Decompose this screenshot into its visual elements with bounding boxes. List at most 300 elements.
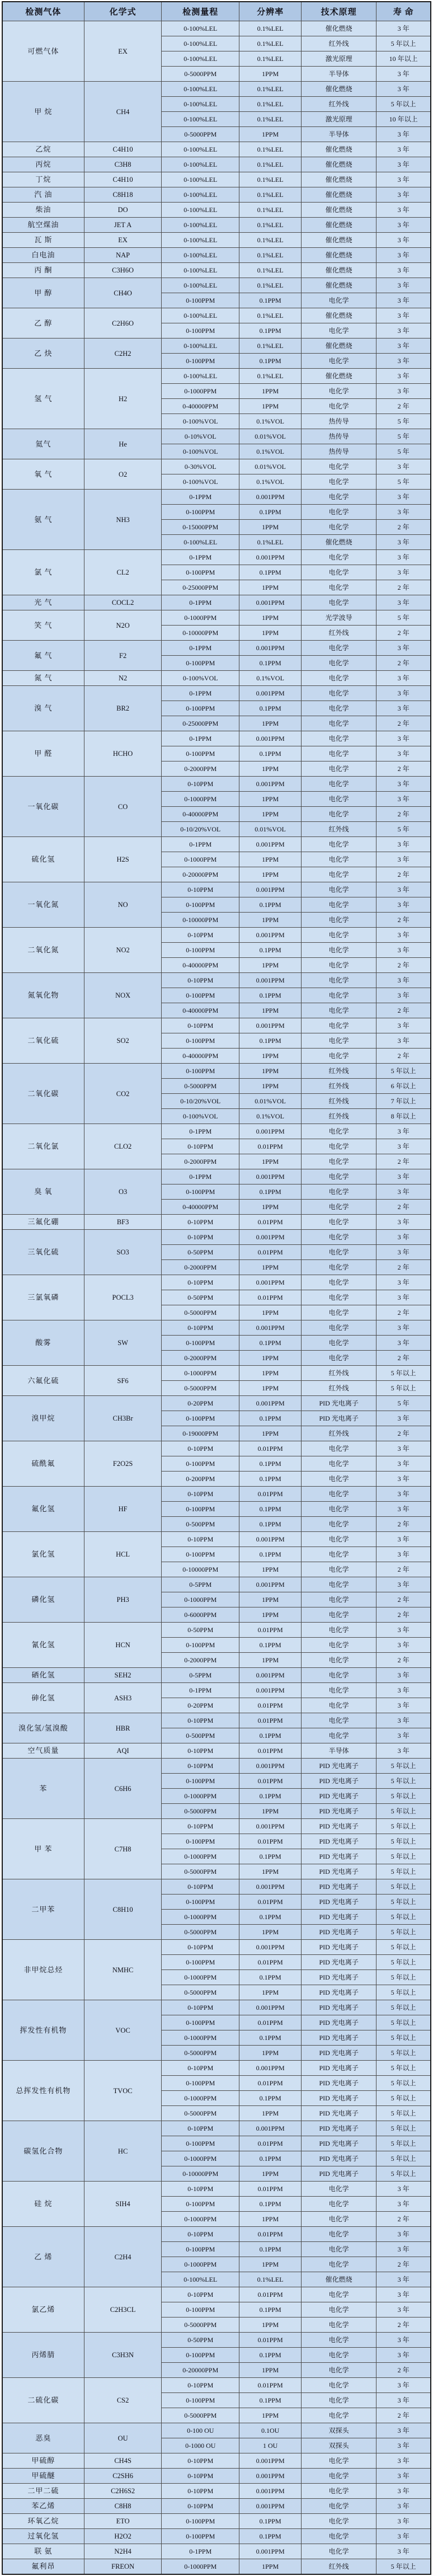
table-row xyxy=(2,278,431,293)
resolution-cell: 0.1PPM xyxy=(239,2514,302,2529)
resolution-cell: 0.1%LEL xyxy=(239,339,302,354)
gas-name-cell: 白电油 xyxy=(2,248,84,263)
gas-name-cell: 氯 气 xyxy=(2,550,84,595)
formula-cell: C2H4 xyxy=(84,2227,162,2287)
range-cell: 0-10PPM xyxy=(162,2061,239,2076)
range-cell: 0-100PPM xyxy=(162,354,239,369)
principle-cell: 催化燃烧 xyxy=(302,157,376,172)
formula-cell: NH3 xyxy=(84,490,162,550)
lifespan-cell: 3 年 xyxy=(376,278,431,293)
gas-name-cell: 挥发性有机物 xyxy=(2,2000,84,2061)
range-cell: 0-1PPM xyxy=(162,641,239,656)
principle-cell: 电化学 xyxy=(302,792,376,807)
principle-cell: 电化学 xyxy=(302,1472,376,1487)
gas-name-cell: 丙 酮 xyxy=(2,263,84,278)
range-cell: 0-100%LEL xyxy=(162,535,239,550)
lifespan-cell: 5 年 xyxy=(376,474,431,490)
gas-name-cell: 二氧化碳 xyxy=(2,1064,84,1124)
formula-cell: JET A xyxy=(84,218,162,233)
range-cell: 0-100%LEL xyxy=(162,339,239,354)
resolution-cell: 1PPM xyxy=(239,1260,302,1275)
table-row xyxy=(2,671,431,686)
lifespan-cell: 3 年 xyxy=(376,1320,431,1336)
range-cell: 0-50PPM xyxy=(162,1245,239,1260)
lifespan-cell: 5 年以上 xyxy=(376,1064,431,1079)
table-row xyxy=(2,641,431,656)
principle-cell: 电化学 xyxy=(302,1713,376,1728)
table-row xyxy=(2,142,431,157)
range-cell: 0-5PPM xyxy=(162,1577,239,1592)
resolution-cell: 1PPM xyxy=(239,807,302,822)
principle-cell: 催化燃烧 xyxy=(302,278,376,293)
range-cell: 0-10/20%VOL xyxy=(162,1094,239,1109)
range-cell: 0-10PPM xyxy=(162,2484,239,2499)
principle-cell: 电化学 xyxy=(302,1320,376,1336)
principle-cell: 电化学 xyxy=(302,1018,376,1033)
table-row xyxy=(2,2514,431,2529)
principle-cell: 催化燃烧 xyxy=(302,21,376,36)
principle-cell: 电化学 xyxy=(302,2529,376,2544)
principle-cell: 电化学 xyxy=(302,1623,376,1638)
lifespan-cell: 2 年 xyxy=(376,2318,431,2333)
formula-cell: DO xyxy=(84,203,162,218)
range-cell: 0-1PPM xyxy=(162,837,239,852)
formula-cell: SO2 xyxy=(84,1018,162,1064)
lifespan-cell: 5 年以上 xyxy=(376,1910,431,1925)
resolution-cell: 0.1%LEL xyxy=(239,233,302,248)
principle-cell: 电化学 xyxy=(302,2227,376,2242)
range-cell: 0-100%LEL xyxy=(162,218,239,233)
principle-cell: PID 光电离子 xyxy=(302,1819,376,1834)
table-row xyxy=(2,2453,431,2469)
lifespan-cell: 5 年以上 xyxy=(376,1759,431,1774)
principle-cell: PID 光电离子 xyxy=(302,2000,376,2015)
principle-cell: 电化学 xyxy=(302,1517,376,1532)
resolution-cell: 0.001PPM xyxy=(239,1275,302,1290)
principle-cell: 催化燃烧 xyxy=(302,263,376,278)
principle-cell: PID 光电离子 xyxy=(302,1879,376,1895)
range-cell: 0-1PPM xyxy=(162,550,239,565)
gas-name-cell: 丙烯腈 xyxy=(2,2333,84,2378)
range-cell: 0-1PPM xyxy=(162,1124,239,1139)
principle-cell: 电化学 xyxy=(302,2242,376,2257)
lifespan-cell: 5 年以上 xyxy=(376,1774,431,1789)
resolution-cell: 1 OU xyxy=(239,2438,302,2453)
gas-name-cell: 总挥发性有机物 xyxy=(2,2061,84,2121)
range-cell: 0-1000PPM xyxy=(162,2151,239,2166)
lifespan-cell: 2 年 xyxy=(376,2363,431,2378)
gas-name-cell: 酸雾 xyxy=(2,1320,84,1366)
lifespan-cell: 2 年 xyxy=(376,656,431,671)
range-cell: 0-10PPM xyxy=(162,1441,239,1456)
principle-cell: 电化学 xyxy=(302,1653,376,1668)
lifespan-cell: 3 年 xyxy=(376,2438,431,2453)
resolution-cell: 0.1PPM xyxy=(239,1472,302,1487)
formula-cell: OU xyxy=(84,2423,162,2453)
lifespan-cell: 3 年 xyxy=(376,641,431,656)
formula-cell: SIH4 xyxy=(84,2182,162,2227)
table-row xyxy=(2,1940,431,1955)
principle-cell: 双探头 xyxy=(302,2438,376,2453)
resolution-cell: 1PPM xyxy=(239,1366,302,1381)
gas-name-cell: 硫酰氟 xyxy=(2,1441,84,1487)
table-row xyxy=(2,203,431,218)
lifespan-cell: 3 年 xyxy=(376,1683,431,1698)
resolution-cell: 0.1%VOL xyxy=(239,444,302,459)
lifespan-cell: 2 年 xyxy=(376,1607,431,1623)
lifespan-cell: 3 年 xyxy=(376,2499,431,2514)
principle-cell: 电化学 xyxy=(302,2544,376,2559)
resolution-cell: 1PPM xyxy=(239,2212,302,2227)
lifespan-cell: 3 年 xyxy=(376,746,431,761)
range-cell: 0-10000PPM xyxy=(162,913,239,928)
gas-name-cell: 甲硫醚 xyxy=(2,2469,84,2484)
range-cell: 0-1000PPM xyxy=(162,1849,239,1864)
range-cell: 0-100%LEL xyxy=(162,263,239,278)
resolution-cell: 0.001PPM xyxy=(239,1396,302,1411)
formula-cell: PH3 xyxy=(84,1577,162,1623)
table-row xyxy=(2,1759,431,1774)
principle-cell: 电化学 xyxy=(302,1668,376,1683)
principle-cell: 电化学 xyxy=(302,384,376,399)
principle-cell: 红外线 xyxy=(302,1079,376,1094)
lifespan-cell: 3 年 xyxy=(376,384,431,399)
resolution-cell: 0.001PPM xyxy=(239,1940,302,1955)
principle-cell: 催化燃烧 xyxy=(302,142,376,157)
range-cell: 0-10/20%VOL xyxy=(162,822,239,837)
table-row xyxy=(2,2000,431,2015)
range-cell: 0-1000PPM xyxy=(162,610,239,626)
lifespan-cell: 3 年 xyxy=(376,1668,431,1683)
formula-cell: HC xyxy=(84,2121,162,2182)
range-cell: 0-100PPM xyxy=(162,2348,239,2363)
lifespan-cell: 2 年 xyxy=(376,1154,431,1169)
gas-name-cell: 二氧化氯 xyxy=(2,1124,84,1169)
lifespan-cell: 3 年 xyxy=(376,1018,431,1033)
range-cell: 0-100PPM xyxy=(162,1184,239,1200)
range-cell: 0-10PPM xyxy=(162,2182,239,2197)
resolution-cell: 1PPM xyxy=(239,2363,302,2378)
range-cell: 0-10PPM xyxy=(162,1759,239,1774)
resolution-cell: 0.001PPM xyxy=(239,1759,302,1774)
gas-name-cell: 一氧化碳 xyxy=(2,777,84,837)
range-cell: 0-10PPM xyxy=(162,1879,239,1895)
gas-name-cell: 乙 烯 xyxy=(2,2227,84,2287)
range-cell: 0-100PPM xyxy=(162,943,239,958)
lifespan-cell: 3 年 xyxy=(376,1169,431,1184)
formula-cell: F2 xyxy=(84,641,162,671)
range-cell: 0-100PPM xyxy=(162,656,239,671)
principle-cell: 电化学 xyxy=(302,641,376,656)
resolution-cell: 0.1PPM xyxy=(239,656,302,671)
gas-name-cell: 氮氧化物 xyxy=(2,973,84,1018)
lifespan-cell: 2 年 xyxy=(376,1305,431,1320)
range-cell: 0-10PPM xyxy=(162,973,239,988)
resolution-cell: 0.001PPM xyxy=(239,595,302,610)
gas-name-cell: 瓦 斯 xyxy=(2,233,84,248)
resolution-cell: 1PPM xyxy=(239,127,302,142)
lifespan-cell: 3 年 xyxy=(376,2469,431,2484)
resolution-cell: 1PPM xyxy=(239,2106,302,2121)
resolution-cell: 1PPM xyxy=(239,1003,302,1018)
range-cell: 0-100%LEL xyxy=(162,172,239,187)
resolution-cell: 1PPM xyxy=(239,2408,302,2423)
lifespan-cell: 5 年 xyxy=(376,429,431,444)
formula-cell: TVOC xyxy=(84,2061,162,2121)
lifespan-cell: 5 年以上 xyxy=(376,1819,431,1834)
gas-name-cell: 一氧化氮 xyxy=(2,882,84,928)
principle-cell: PID 光电离子 xyxy=(302,2121,376,2136)
resolution-cell: 1PPM xyxy=(239,792,302,807)
table-row xyxy=(2,157,431,172)
gas-table-body xyxy=(2,21,431,2575)
range-cell: 0-40000PPM xyxy=(162,1003,239,1018)
lifespan-cell: 3 年 xyxy=(376,1638,431,1653)
lifespan-cell: 3 年 xyxy=(376,1456,431,1472)
table-row xyxy=(2,1532,431,1547)
lifespan-cell: 5 年以上 xyxy=(376,1985,431,2000)
table-row xyxy=(2,1169,431,1184)
table-row xyxy=(2,2529,431,2544)
lifespan-cell: 5 年以上 xyxy=(376,2559,431,2575)
lifespan-cell: 3 年 xyxy=(376,1411,431,1426)
lifespan-cell: 5 年以上 xyxy=(376,1804,431,1819)
lifespan-cell: 5 年 xyxy=(376,610,431,626)
principle-cell: 红外线 xyxy=(302,1381,376,1396)
gas-name-cell: 丁烷 xyxy=(2,172,84,187)
formula-cell: F2O2S xyxy=(84,1441,162,1487)
resolution-cell: 1PPM xyxy=(239,1381,302,1396)
principle-cell: 红外线 xyxy=(302,1426,376,1441)
lifespan-cell: 3 年 xyxy=(376,2453,431,2469)
principle-cell: 电化学 xyxy=(302,2302,376,2318)
principle-cell: 电化学 xyxy=(302,1456,376,1472)
resolution-cell: 0.01PPM xyxy=(239,1743,302,1759)
lifespan-cell: 3 年 xyxy=(376,1472,431,1487)
principle-cell: 电化学 xyxy=(302,505,376,520)
principle-cell: 电化学 xyxy=(302,1562,376,1577)
principle-cell: 光学波导 xyxy=(302,610,376,626)
lifespan-cell: 3 年 xyxy=(376,928,431,943)
lifespan-cell: 3 年 xyxy=(376,565,431,580)
resolution-cell: 0.001PPM xyxy=(239,2544,302,2559)
principle-cell: 电化学 xyxy=(302,1592,376,1607)
resolution-cell: 0.001PPM xyxy=(239,1230,302,1245)
lifespan-cell: 5 年以上 xyxy=(376,2121,431,2136)
lifespan-cell: 5 年以上 xyxy=(376,1895,431,1910)
resolution-cell: 0.01%VOL xyxy=(239,1094,302,1109)
principle-cell: 电化学 xyxy=(302,686,376,701)
resolution-cell: 0.001PPM xyxy=(239,490,302,505)
lifespan-cell: 2 年 xyxy=(376,1003,431,1018)
resolution-cell: 0.01PPM xyxy=(239,1487,302,1502)
formula-cell: N2O xyxy=(84,610,162,641)
resolution-cell: 0.01PPM xyxy=(239,2015,302,2030)
resolution-cell: 0.1%LEL xyxy=(239,142,302,157)
formula-cell: H2 xyxy=(84,369,162,429)
lifespan-cell: 5 年以上 xyxy=(376,2076,431,2091)
range-cell: 0-1000PPM xyxy=(162,1789,239,1804)
formula-cell: CH4O xyxy=(84,278,162,308)
range-cell: 0-10PPM xyxy=(162,2227,239,2242)
range-cell: 0-100%LEL xyxy=(162,112,239,127)
principle-cell: 半导体 xyxy=(302,127,376,142)
range-cell: 0-10PPM xyxy=(162,2000,239,2015)
resolution-cell: 0.001PPM xyxy=(239,1018,302,1033)
resolution-cell: 0.1PPM xyxy=(239,2030,302,2046)
principle-cell: 红外线 xyxy=(302,1094,376,1109)
lifespan-cell: 5 年以上 xyxy=(376,2046,431,2061)
table-row xyxy=(2,172,431,187)
formula-cell: SW xyxy=(84,1320,162,1366)
principle-cell: PID 光电离子 xyxy=(302,2061,376,2076)
table-row xyxy=(2,21,431,36)
gas-name-cell: 恶臭 xyxy=(2,2423,84,2453)
resolution-cell: 0.1PPM xyxy=(239,2091,302,2106)
table-row xyxy=(2,1396,431,1411)
resolution-cell: 0.1PPM xyxy=(239,354,302,369)
resolution-cell: 1PPM xyxy=(239,2046,302,2061)
lifespan-cell: 5 年以上 xyxy=(376,2166,431,2182)
resolution-cell: 0.1PPM xyxy=(239,746,302,761)
principle-cell: 电化学 xyxy=(302,1033,376,1049)
lifespan-cell: 3 年 xyxy=(376,233,431,248)
lifespan-cell: 5 年以上 xyxy=(376,1381,431,1396)
principle-cell: 红外线 xyxy=(302,1366,376,1381)
lifespan-cell: 3 年 xyxy=(376,2272,431,2287)
principle-cell: 电化学 xyxy=(302,1200,376,1215)
principle-cell: PID 光电离子 xyxy=(302,2151,376,2166)
table-row xyxy=(2,777,431,792)
resolution-cell: 1PPM xyxy=(239,2318,302,2333)
resolution-cell: 0.1PPM xyxy=(239,1411,302,1426)
principle-cell: 电化学 xyxy=(302,2197,376,2212)
range-cell: 0-1PPM xyxy=(162,731,239,746)
resolution-cell: 0.01PPM xyxy=(239,2136,302,2151)
formula-cell: C8H18 xyxy=(84,187,162,203)
table-row xyxy=(2,490,431,505)
resolution-cell: 0.01PPM xyxy=(239,1139,302,1154)
range-cell: 0-50PPM xyxy=(162,1290,239,1305)
principle-cell: 电化学 xyxy=(302,2453,376,2469)
range-cell: 0-5000PPM xyxy=(162,1079,239,1094)
range-cell: 0-1PPM xyxy=(162,490,239,505)
resolution-cell: 1PPM xyxy=(239,626,302,641)
resolution-cell: 0.1PPM xyxy=(239,1517,302,1532)
table-row xyxy=(2,1064,431,1079)
lifespan-cell: 5 年以上 xyxy=(376,1789,431,1804)
formula-cell: C8H10 xyxy=(84,1879,162,1940)
principle-cell: 催化燃烧 xyxy=(302,187,376,203)
lifespan-cell: 3 年 xyxy=(376,686,431,701)
principle-cell: 电化学 xyxy=(302,1607,376,1623)
range-cell: 0-100PPM xyxy=(162,2136,239,2151)
resolution-cell: 0.001PPM xyxy=(239,928,302,943)
table-row xyxy=(2,1879,431,1895)
resolution-cell: 0.1%LEL xyxy=(239,36,302,51)
range-cell: 0-1000PPM xyxy=(162,1592,239,1607)
range-cell: 0-50PPM xyxy=(162,2333,239,2348)
table-row xyxy=(2,187,431,203)
range-cell: 0-10PPM xyxy=(162,1139,239,1154)
principle-cell: 电化学 xyxy=(302,852,376,867)
table-row xyxy=(2,2227,431,2242)
range-cell: 0-1PPM xyxy=(162,595,239,610)
formula-cell: C3H6O xyxy=(84,263,162,278)
range-cell: 0-100PPM xyxy=(162,323,239,339)
table-row xyxy=(2,928,431,943)
table-row xyxy=(2,1623,431,1638)
resolution-cell: 0.1PPM xyxy=(239,2393,302,2408)
principle-cell: 电化学 xyxy=(302,2333,376,2348)
range-cell: 0-100%VOL xyxy=(162,444,239,459)
lifespan-cell: 5 年 xyxy=(376,414,431,429)
principle-cell: 电化学 xyxy=(302,1441,376,1456)
range-cell: 0-10PPM xyxy=(162,1230,239,1245)
lifespan-cell: 5 年 xyxy=(376,444,431,459)
resolution-cell: 0.001PPM xyxy=(239,641,302,656)
col-header-gas: 检测气体 xyxy=(2,2,84,21)
resolution-cell: 1PPM xyxy=(239,1985,302,2000)
principle-cell: PID 光电离子 xyxy=(302,1759,376,1774)
principle-cell: 催化燃烧 xyxy=(302,233,376,248)
range-cell: 0-2000PPM xyxy=(162,1260,239,1275)
principle-cell: 电化学 xyxy=(302,1351,376,1366)
formula-cell: EX xyxy=(84,21,162,82)
gas-name-cell: 氨 气 xyxy=(2,490,84,550)
resolution-cell: 0.01PPM xyxy=(239,1955,302,1970)
lifespan-cell: 3 年 xyxy=(376,1547,431,1562)
range-cell: 0-100PPM xyxy=(162,897,239,913)
lifespan-cell: 2 年 xyxy=(376,399,431,414)
col-header-resolution: 分辨率 xyxy=(239,2,302,21)
range-cell: 0-100PPM xyxy=(162,2242,239,2257)
resolution-cell: 0.1%LEL xyxy=(239,263,302,278)
table-row xyxy=(2,686,431,701)
resolution-cell: 0.1PPM xyxy=(239,943,302,958)
resolution-cell: 0.1%LEL xyxy=(239,157,302,172)
resolution-cell: 0.01PPM xyxy=(239,1441,302,1456)
resolution-cell: 0.1PPM xyxy=(239,565,302,580)
range-cell: 0-100PPM xyxy=(162,2529,239,2544)
resolution-cell: 1PPM xyxy=(239,399,302,414)
table-row xyxy=(2,339,431,354)
range-cell: 0-100%LEL xyxy=(162,308,239,323)
table-row xyxy=(2,1441,431,1456)
formula-cell: O2 xyxy=(84,459,162,490)
lifespan-cell: 3 年 xyxy=(376,203,431,218)
resolution-cell: 1PPM xyxy=(239,913,302,928)
resolution-cell: 0.1%LEL xyxy=(239,51,302,67)
resolution-cell: 0.01PPM xyxy=(239,1834,302,1849)
principle-cell: 热传导 xyxy=(302,444,376,459)
principle-cell: 红外线 xyxy=(302,1064,376,1079)
table-row xyxy=(2,2287,431,2302)
range-cell: 0-2000PPM xyxy=(162,1351,239,1366)
principle-cell: 电化学 xyxy=(302,459,376,474)
formula-cell: POCL3 xyxy=(84,1275,162,1320)
gas-name-cell: 苯乙烯 xyxy=(2,2499,84,2514)
resolution-cell: 0.01PPM xyxy=(239,1698,302,1713)
gas-name-cell: 丙烷 xyxy=(2,157,84,172)
gas-name-cell: 甲 醇 xyxy=(2,278,84,308)
range-cell: 0-1000PPM xyxy=(162,1366,239,1381)
formula-cell: NMHC xyxy=(84,1940,162,2000)
principle-cell: 红外线 xyxy=(302,1109,376,1124)
principle-cell: 电化学 xyxy=(302,2469,376,2484)
lifespan-cell: 3 年 xyxy=(376,1290,431,1305)
principle-cell: 热传导 xyxy=(302,429,376,444)
